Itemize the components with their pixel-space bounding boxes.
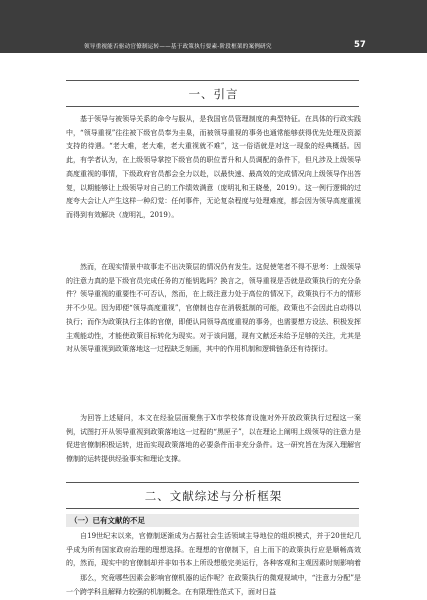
section-title-introduction: 一、引言 [188, 87, 239, 101]
running-title: 领导重视能否驱动官僚制运转——基于政策执行要素-阶段框架的案例研究 [84, 44, 272, 50]
body-paragraph: 自19世纪末以来，官僚制逐渐成为占据社会生活领域主导地位的组织模式，并于20世纪几乎成为所有国家政府治理的理想选择。在理想的官僚制下，自上而下的政策执行应是顺畅高效的，然而，现实中的官僚制却并非如书本上所设想般完美运行，各种客观和主观因素时刻影响着 [66, 532, 361, 568]
body-paragraph: 基于领导与被领导关系的命令与服从，是我国官员管理制度的典型特征。在具体的行政实践中，“领导重视”往往被下级官员奉为圭臬，而被领导重视的事务也通常能够获得优先处理及资源支持的待遇。“老大难，老大难，老大重视就不难”，这一俗语就是对这一现象的经典概括。因此，有学者认为，在上级领导掌控下级官员的职位晋升和人员调配的条件下，但凡涉及上级领导高度重视的事情，下级政府官员都会全力以赴，以最快速、最高效的完成情况向上级领导作出答复，以期能够让上级领导对自己的工作绩效满意（庞明礼和王晓曼，2019）。这一例行逻辑的过度夸大会让人产生这样一种幻觉：任何事件，无论复杂程度与处理难度，都会因为领导高度重视而得到有效解决（庞明礼，2019）。 [66, 115, 361, 219]
page-number: 57 [354, 40, 366, 50]
section-rule-bottom [66, 106, 359, 107]
body-paragraph: 为回答上述疑问，本文在经验层面聚焦于X市学校体育设施对外开放政策执行过程这一案例，试图打开从领导重视到政策落地这一过程的“黑匣子”，以在理论上阐明上级领导的注意力是促进官僚制积极运转，进而实现政策落地的必要条件而非充分条件。这一研究旨在为深入理解官僚制的运转提供经验事实和理论支撑。 [66, 414, 361, 464]
body-paragraph: 那么，究竟哪些因素会影响官僚机器的运作呢？在政策执行的微观视域中，“注意力分配”是一个跨学科且解释力较强的机制概念。在有限理性范式下，面对日益 [66, 574, 361, 596]
header-bar [0, 0, 427, 53]
section-title-literature-review: 二、文献综述与分析框架 [144, 489, 283, 503]
section-rule-top [66, 482, 359, 483]
subsection-heading [66, 514, 359, 527]
section-rule-top [66, 80, 359, 81]
section-rule-bottom [66, 508, 359, 509]
subsection-title: （一）已有文献的不足 [70, 516, 145, 525]
body-paragraph: 然而，在现实情景中故事走不出决策层的情况仍有发生。这促使笔者不得不思考：上级领导的注意力真的是下级官员完成任务的万能钥匙吗？换言之，领导重视是否就是政策执行的充分条件？领导重视的重要性不可否认，然而，在上级注意力处于高位的情况下，政策执行不力的情形并不少见。因为即便“领导高度重视”，官僚制也存在消极抵制的可能，政策也不会因此自动得以执行；而作为政策执行主体的官僚，即便认同领导高度重视的事务，也需要想方设法、积极发挥主观能动性，才能使政策目标转化为现实。对于该问题，现有文献还未给予足够的关注，尤其是对从领导重视到政策落地这一过程缺乏刻画，其中的作用机制和逻辑链条还有待探讨。 [66, 263, 361, 354]
